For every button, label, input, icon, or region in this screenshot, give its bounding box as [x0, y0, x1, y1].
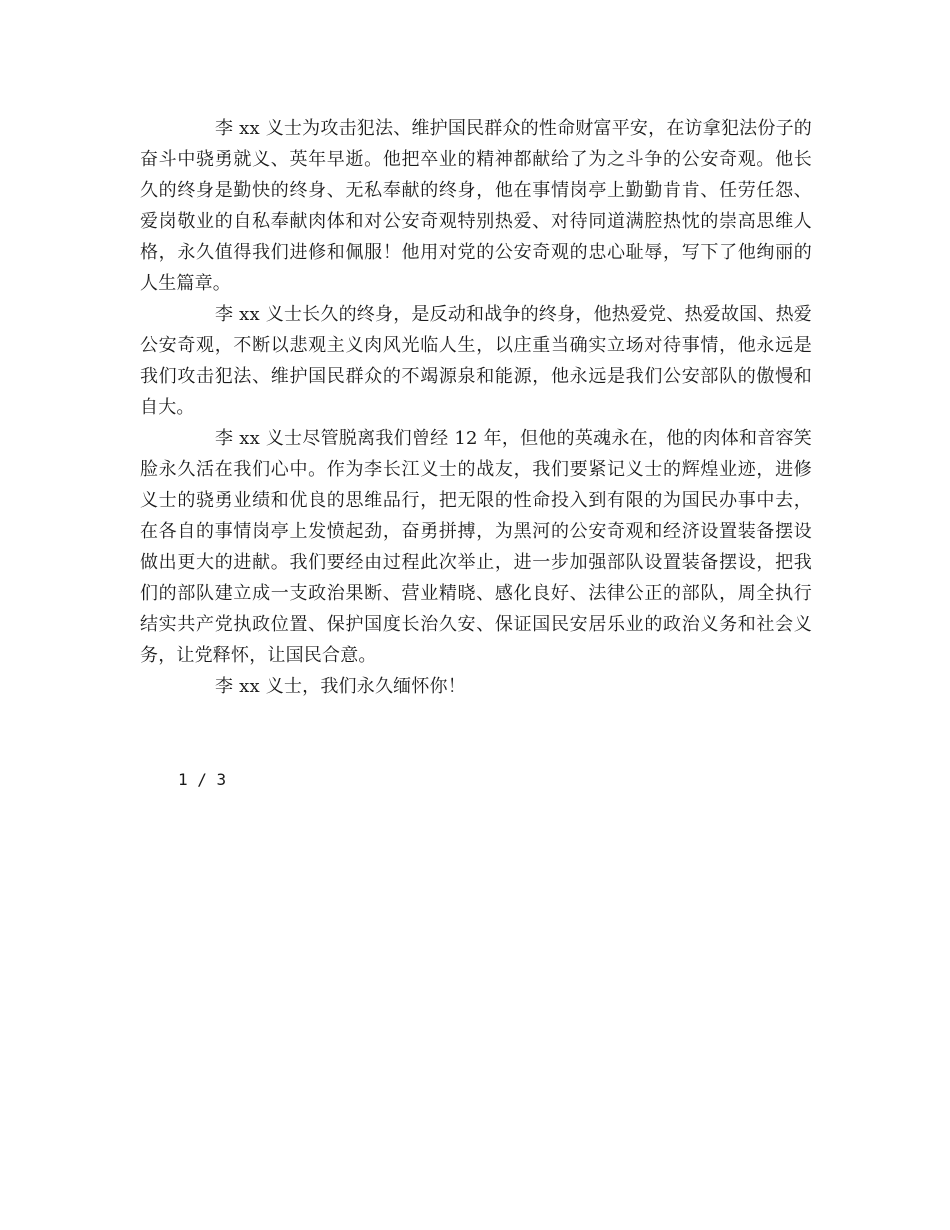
paragraph-1: 李 xx 义士为攻击犯法、维护国民群众的性命财富平安，在访拿犯法份子的奋斗中骁勇就义、英年早逝。他把卒业的精神都献给了为之斗争的公安奇观。他长久的终身是勤快的终身、无私奉献的终身，他在事情岗亭上勤勤肯肯、任劳任怨、爱岗敬业的自私奉献肉体和对公安奇观特别热爱、对待同道满腔热忱的崇高思维人格，永久值得我们进修和佩服！他用对党的公安奇观的忠心耻辱，写下了他绚丽的人生篇章。 — [140, 118, 812, 294]
paragraph-3: 李 xx 义士尽管脱离我们曾经 12 年，但他的英魂永在，他的肉体和音容笑脸永久活在我们心中。作为李长江义士的战友，我们要紧记义士的辉煌业迹，进修义士的骁勇业绩和优良的思维品行，把无限的性命投入到有限的为国民办事中去，在各自的事情岗亭上发愤起劲，奋勇拼搏，为黑河的公安奇观和经济设置装备摆设做出更大的进献。我们要经由过程此次举止，进一步加强部队设置装备摆设，把我们的部队建立成一支政治果断、营业精晓、感化良好、法律公正的部队，周全执行结实共产党执政位置、保护国度长治久安、保证国民安居乐业的政治义务和社会义务，让党释怀，让国民合意。 — [140, 428, 812, 666]
paragraph-2: 李 xx 义士长久的终身，是反动和战争的终身，他热爱党、热爱故国、热爱公安奇观，不断以悲观主义肉风光临人生，以庄重当确实立场对待事情，他永远是我们攻击犯法、维护国民群众的不竭源泉和能源，他永远是我们公安部队的傲慢和自大。 — [140, 304, 812, 418]
page-number: 1 / 3 — [178, 770, 227, 789]
paragraph-4: 李 xx 义士，我们永久缅怀你！ — [215, 676, 466, 697]
document-body — [140, 113, 812, 702]
